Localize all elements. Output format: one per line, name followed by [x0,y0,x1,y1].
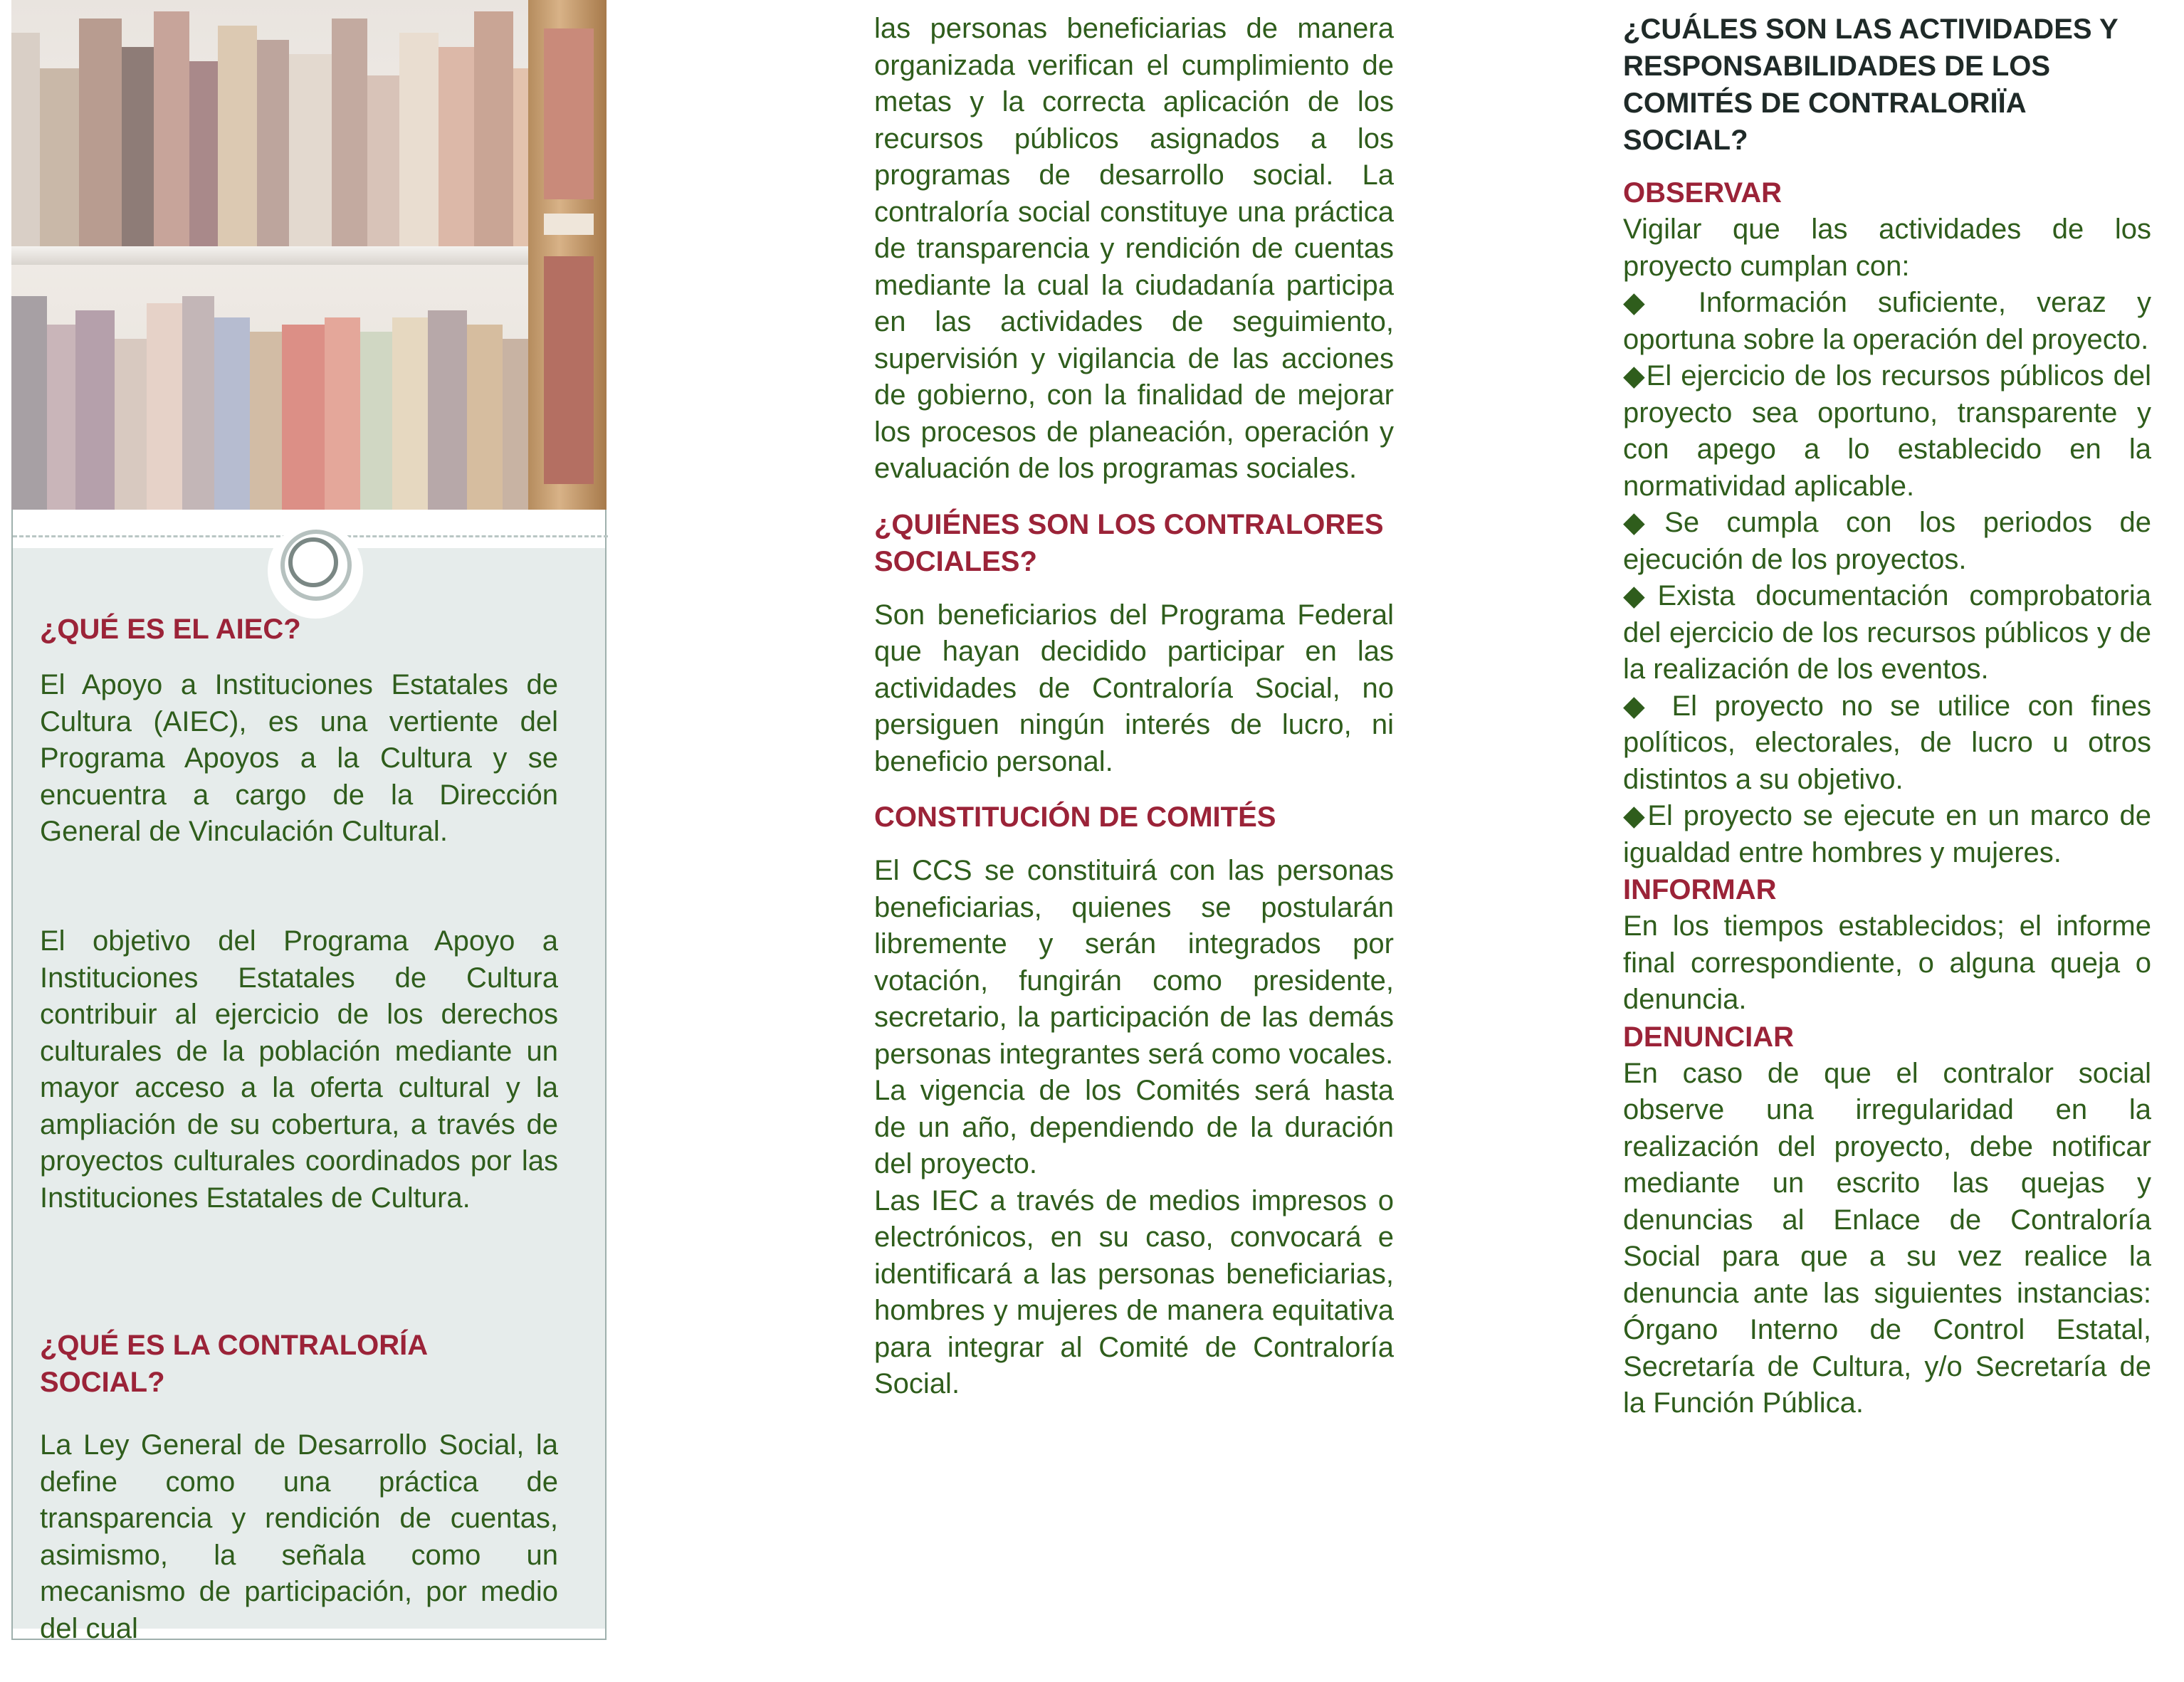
constitucion-heading: CONSTITUCIÓN DE COMITÉS [874,801,1276,833]
aiec-heading: ¿QUÉ ES EL AIEC? [40,614,301,645]
observar-intro: Vigilar que las actividades de los proyecto cumplan con: [1623,214,2151,282]
informar-heading: INFORMAR [1623,874,1777,905]
denunciar-text: En caso de que el contralor social observe una irregularidad en la realización del proyecto, debe notificar mediante un escrito las quejas y denuncias al Enlace de Contraloría Social para que a su vez realice la denuncia ante las siguientes instancias: Órgano Interno de Control Estatal, Secretaría de Cultura, y/o Secretaría de la Función Pública. [1623,1057,2151,1419]
contraloria-definition: La Ley General de Desarrollo Social, la define como una práctica de transparencia y rendición de cuentas, asimismo, la señala como un mecanismo de participación, por medio del cual [40,1429,558,1644]
constitucion-text-3: Las IEC a través de medios impresos o electrónicos, en su caso, convocará e identificará a las personas beneficiarias, hombres y mujeres de manera equitativa para integrar al Comité de Contraloría Social. [874,1184,1394,1399]
aiec-description: El Apoyo a Instituciones Estatales de Cultura (AIEC), es una vertiente del Programa Apoyos a la Cultura y se encuentra a cargo de la Dirección General de Vinculación Cultural. [40,669,558,847]
responsabilidades-heading: ¿CUÁLES SON LAS ACTIVIDADES Y RESPONSABILIDADES DE LOS COMITÉS DE CONTRALORIÏA SOCIAL? [1623,14,2118,156]
observar-bullet: ◆El ejercicio de los recursos públicos del proyecto sea oportuno, transparente y con apego a lo establecido en la normatividad aplicable. [1623,360,2151,502]
observar-bullet: ◆ El proyecto no se utilice con fines políticos, electorales, de lucro u otros distintos a su objetivo. [1623,690,2151,795]
constitucion-text-2: La vigencia de los Comités será hasta de un año, dependiendo de la duración del proyecto. [874,1075,1394,1179]
observar-bullet: ◆Se cumpla con los periodos de ejecución de los proyectos. [1623,507,2151,575]
quienes-heading: ¿QUIÉNES SON LOS CONTRALORES SOCIALES? [874,508,1384,577]
aiec-objective: El objetivo del Programa Apoyo a Instituciones Estatales de Cultura contribuir al ejercicio de los derechos culturales de la población mediante un mayor acceso a la oferta cultural y la ampliación de su cobertura, a través de proyectos culturales coordinados por las Instituciones Estatales de Cultura. [40,925,558,1214]
observar-heading: OBSERVAR [1623,177,1783,209]
observar-bullet: ◆El proyecto se ejecute en un marco de igualdad entre hombres y mujeres. [1623,800,2151,868]
informar-text: En los tiempos establecidos; el informe final correspondiente, o alguna queja o denuncia. [1623,910,2151,1015]
observar-bullet: ◆Exista documentación comprobatoria del ejercicio de los recursos públicos y de la realización de los eventos. [1623,580,2151,685]
contraloria-heading: ¿QUÉ ES LA CONTRALORÍA SOCIAL? [40,1330,427,1398]
denunciar-heading: DENUNCIAR [1623,1021,1794,1053]
column-right [1623,11,2151,1422]
quienes-text: Son beneficiarios del Programa Federal que hayan decidido participar en las actividades de Contraloría Social, no persiguen ningún interés de lucro, ni beneficio personal. [874,599,1394,777]
library-bookshelf-image [11,0,607,510]
observar-bullet: ◆ Información suficiente, veraz y oportuna sobre la operación del proyecto. [1623,287,2151,355]
ring-ornament-core [288,537,338,587]
constitucion-text-1: El CCS se constituirá con las personas beneficiarias, quienes se postularán libremente y serán integrados por votación, fungirán como presidente, secretario, la participación de las demás personas integrantes será como vocales. [874,855,1394,1070]
column-middle [874,11,1394,1403]
contraloria-continued: las personas beneficiarias de manera organizada verifican el cumplimiento de metas y la correcta aplicación de los recursos públicos asignados a los programas de desarrollo social. La contraloría social constituye una práctica de transparencia y rendición de cuentas mediante la cual la ciudadanía participa en las actividades de seguimiento, supervisión y vigilancia de las acciones de gobierno, con la finalidad de mejorar los procesos de planeación, operación y evaluación de los programas sociales. [874,13,1394,484]
